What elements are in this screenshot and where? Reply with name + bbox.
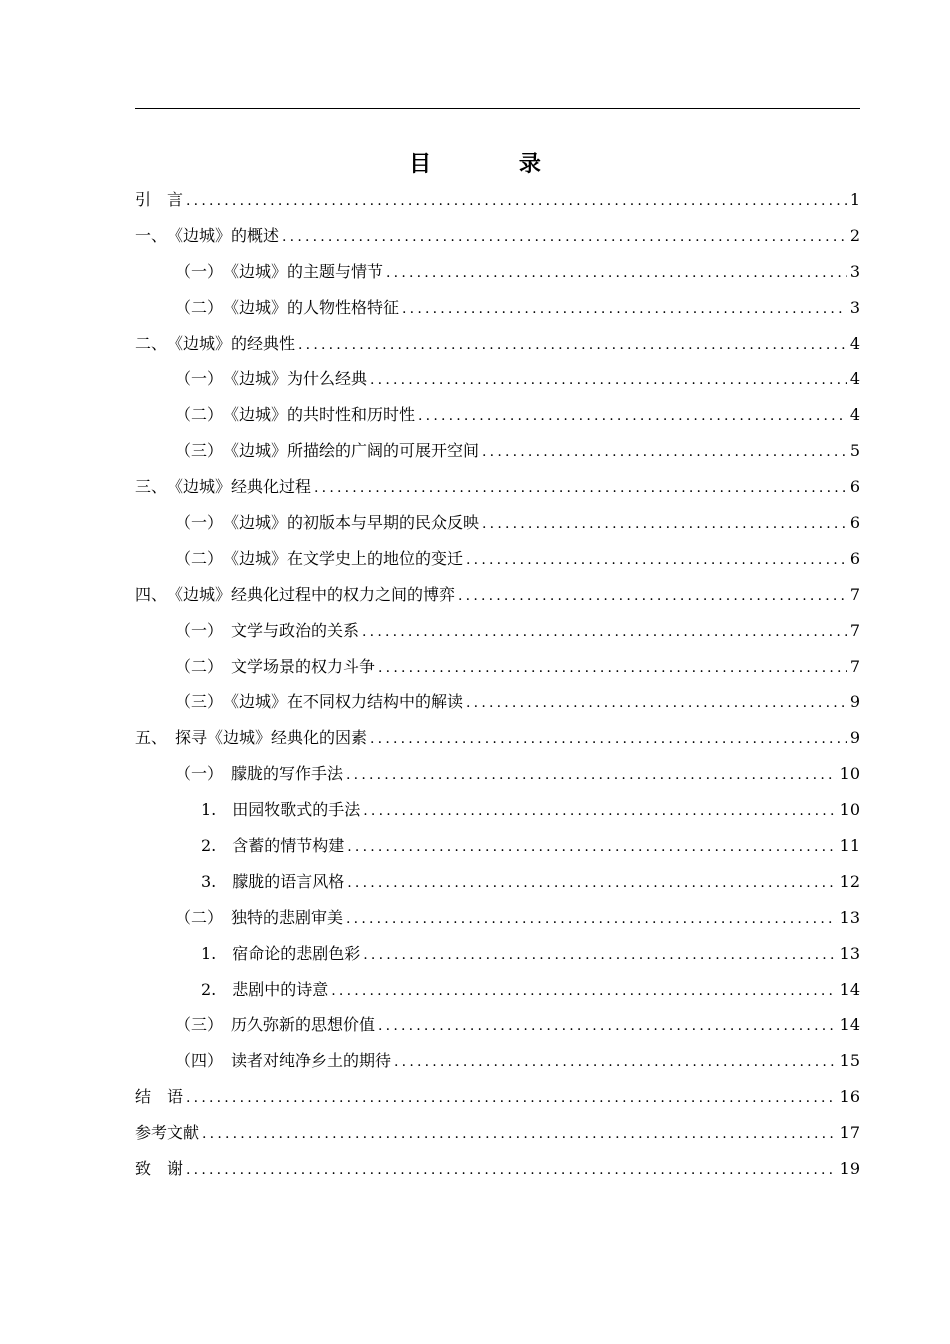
toc-entry-label: 3. 朦胧的语言风格 <box>201 871 345 891</box>
toc-entry-page-number: 7 <box>849 620 860 640</box>
toc-entry-label: 结 语 <box>135 1087 184 1107</box>
toc-entry-label: 五、 探寻《边城》经典化的因素 <box>135 728 368 748</box>
toc-entry[interactable] <box>135 541 860 577</box>
toc-entry[interactable] <box>135 577 860 613</box>
toc-entry-page-number: 6 <box>849 477 860 497</box>
toc-entry-label: 四、 《边城》经典化过程中的权力之间的博弈 <box>135 584 456 604</box>
toc-entry-label: （一） 《边城》的主题与情节 <box>175 261 384 281</box>
toc-entry-page-number: 6 <box>849 513 860 533</box>
toc-entry[interactable] <box>135 1079 860 1115</box>
toc-entry-page-number: 6 <box>849 548 860 568</box>
toc-entry-page-number: 13 <box>839 943 860 963</box>
toc-entry[interactable] <box>135 433 860 469</box>
toc-entry-label: （二） 《边城》的人物性格特征 <box>175 297 400 317</box>
toc-entry[interactable] <box>135 613 860 649</box>
toc-entry-page-number: 5 <box>849 441 860 461</box>
toc-entry[interactable] <box>135 756 860 792</box>
dot-leader <box>363 937 836 973</box>
toc-entry[interactable] <box>135 1043 860 1079</box>
toc-entry-page-number: 14 <box>839 1015 860 1035</box>
dot-leader <box>363 793 836 829</box>
toc-entry-page-number: 4 <box>849 369 860 389</box>
toc-entry-label: （二） 文学场景的权力斗争 <box>175 656 376 676</box>
toc-entry-label: 二、 《边城》的经典性 <box>135 333 296 353</box>
dot-leader <box>331 973 836 1009</box>
dot-leader <box>314 470 847 506</box>
dot-leader <box>482 506 847 542</box>
toc-entry-label: （三） 历久弥新的思想价值 <box>175 1015 376 1035</box>
toc-entry-page-number: 4 <box>849 405 860 425</box>
toc-entry-page-number: 10 <box>839 764 860 784</box>
toc-entry-page-number: 11 <box>839 836 860 856</box>
toc-entry-page-number: 14 <box>839 979 860 999</box>
toc-entry-label: （一） 朦胧的写作手法 <box>175 764 344 784</box>
toc-entry-label: 2. 含蓄的情节构建 <box>201 836 345 856</box>
dot-leader <box>282 219 847 255</box>
toc-entry-page-number: 1 <box>849 190 860 209</box>
toc-entry[interactable] <box>135 326 860 362</box>
toc-entry[interactable] <box>135 936 860 972</box>
toc-entry-label: （二） 独特的悲剧审美 <box>175 907 344 927</box>
dot-leader <box>466 542 847 578</box>
toc-entry[interactable] <box>135 828 860 864</box>
toc-entry-page-number: 9 <box>849 692 860 712</box>
toc-entry-page-number: 13 <box>839 907 860 927</box>
toc-entry-label: 引 言 <box>135 190 184 209</box>
toc-entry[interactable] <box>135 720 860 756</box>
header-rule <box>135 108 860 109</box>
toc-entry-page-number: 3 <box>849 261 860 281</box>
toc-entry-label: （四） 读者对纯净乡土的期待 <box>175 1051 392 1071</box>
dot-leader <box>466 685 847 721</box>
toc-entry[interactable] <box>135 469 860 505</box>
dot-leader <box>298 327 847 363</box>
toc-entry[interactable] <box>135 505 860 541</box>
table-of-contents <box>135 182 860 1187</box>
toc-entry-page-number: 10 <box>839 800 860 820</box>
toc-entry-page-number: 17 <box>839 1123 860 1143</box>
toc-entry-label: （一） 《边城》为什么经典 <box>175 369 368 389</box>
toc-entry-page-number: 7 <box>849 656 860 676</box>
toc-entry[interactable] <box>135 361 860 397</box>
dot-leader <box>347 829 836 865</box>
toc-entry-page-number: 12 <box>839 871 860 891</box>
toc-entry-label: 致 谢 <box>135 1159 184 1179</box>
dot-leader <box>378 650 847 686</box>
dot-leader <box>402 291 847 327</box>
toc-entry-page-number: 4 <box>849 333 860 353</box>
dot-leader <box>482 434 847 470</box>
toc-entry[interactable] <box>135 649 860 685</box>
toc-entry[interactable] <box>135 792 860 828</box>
toc-entry[interactable] <box>135 1115 860 1151</box>
toc-entry-label: 1. 田园牧歌式的手法 <box>201 800 361 820</box>
dot-leader <box>378 1008 837 1044</box>
dot-leader <box>370 721 847 757</box>
toc-entry-page-number: 15 <box>839 1051 860 1071</box>
dot-leader <box>186 1152 837 1188</box>
toc-entry-page-number: 16 <box>839 1087 860 1107</box>
toc-entry-page-number: 19 <box>839 1159 860 1179</box>
toc-entry-label: 2. 悲剧中的诗意 <box>201 979 329 999</box>
toc-entry-label: （二） 《边城》在文学史上的地位的变迁 <box>175 548 464 568</box>
toc-entry[interactable] <box>135 1151 860 1187</box>
dot-leader <box>362 614 847 650</box>
toc-entry-page-number: 7 <box>849 584 860 604</box>
dot-leader <box>346 757 837 793</box>
dot-leader <box>458 578 847 614</box>
dot-leader <box>394 1044 837 1080</box>
toc-entry-label: 1. 宿命论的悲剧色彩 <box>201 943 361 963</box>
dot-leader <box>346 901 837 937</box>
toc-entry[interactable] <box>135 290 860 326</box>
toc-entry-label: （一） 文学与政治的关系 <box>175 620 360 640</box>
dot-leader <box>186 1080 837 1116</box>
dot-leader <box>386 255 847 291</box>
toc-entry-label: （三） 《边城》在不同权力结构中的解读 <box>175 692 464 712</box>
toc-entry-label: （一） 《边城》的初版本与早期的民众反映 <box>175 513 480 533</box>
toc-entry-page-number: 3 <box>849 297 860 317</box>
dot-leader <box>186 183 847 219</box>
toc-entry-label: 三、 《边城》经典化过程 <box>135 477 312 497</box>
toc-entry-label: （二） 《边城》的共时性和历时性 <box>175 405 416 425</box>
toc-entry[interactable] <box>135 254 860 290</box>
toc-entry-page-number: 9 <box>849 728 860 748</box>
dot-leader <box>347 865 836 901</box>
dot-leader <box>370 362 847 398</box>
toc-entry-label: 参考文献 <box>135 1123 200 1143</box>
toc-entry-label: （三） 《边城》所描绘的广阔的可展开空间 <box>175 441 480 461</box>
toc-entry-label: 一、 《边城》的概述 <box>135 225 280 245</box>
toc-entry[interactable] <box>135 182 860 218</box>
page-title: 目 录 <box>409 151 581 177</box>
toc-entry[interactable] <box>135 1007 860 1043</box>
toc-entry[interactable] <box>135 218 860 254</box>
toc-entry[interactable] <box>135 397 860 433</box>
toc-entry-page-number: 2 <box>849 225 860 245</box>
toc-entry[interactable] <box>135 900 860 936</box>
toc-entry[interactable] <box>135 972 860 1008</box>
toc-entry[interactable] <box>135 864 860 900</box>
toc-entry[interactable] <box>135 684 860 720</box>
dot-leader <box>202 1116 837 1152</box>
dot-leader <box>418 398 847 434</box>
